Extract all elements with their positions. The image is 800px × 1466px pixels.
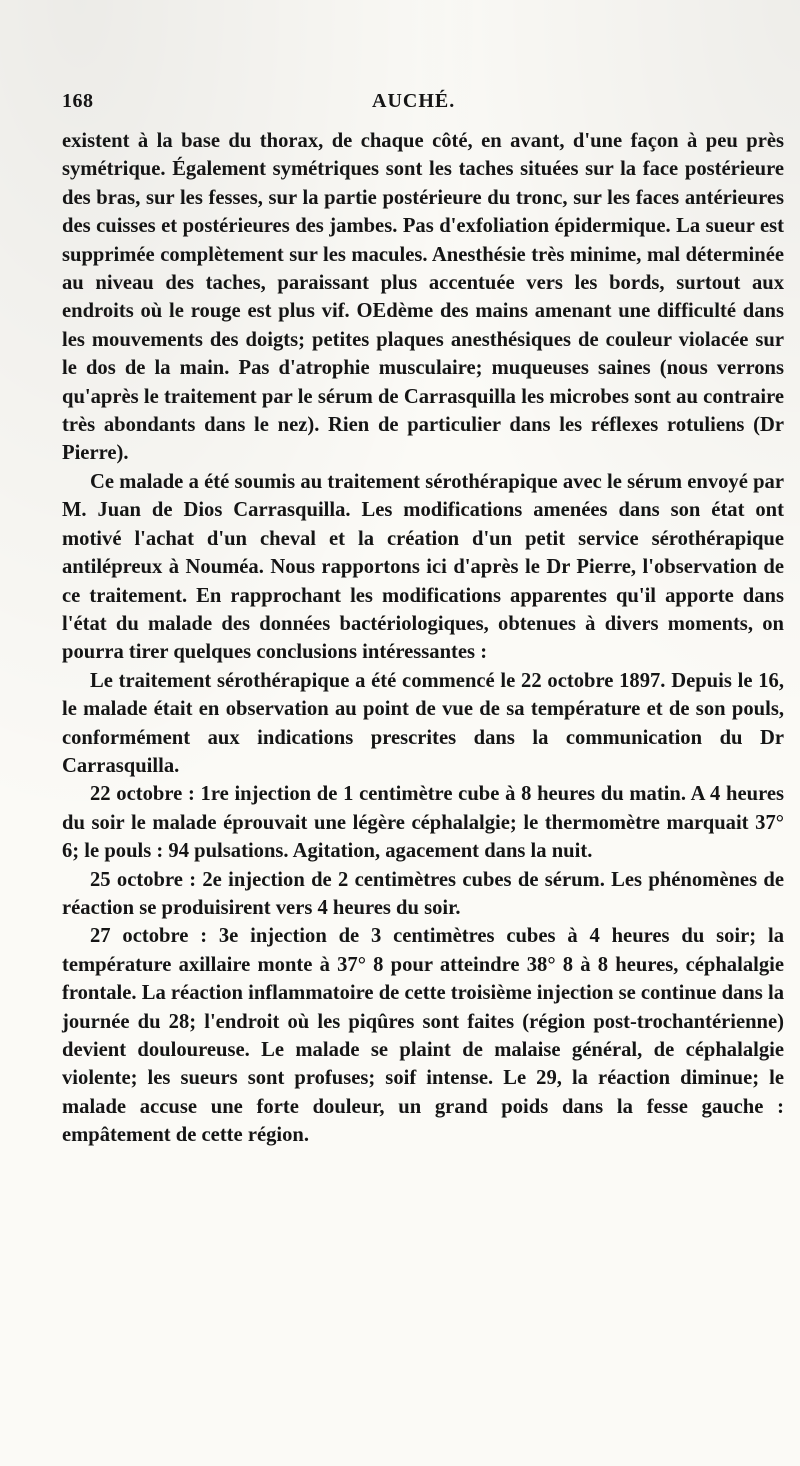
- running-title: AUCHÉ.: [372, 90, 456, 112]
- paragraph: Ce malade a été soumis au traitement sérothérapique avec le sérum envoyé par M. Juan de Dios Carrasquilla. Les modifications amenées dans son état ont motivé l'achat d'un cheval et la création d'un petit service sérothérapique antilépreux à Nouméa. Nous rapportons ici d'après le Dr Pierre, l'observation de ce traitement. En rapprochant les modifications apparentes qu'il apporte dans l'état du malade des données bactériologiques, obtenues à divers moments, on pourra tirer quelques conclusions intéressantes :: [62, 470, 784, 664]
- paragraph: 22 octobre : 1re injection de 1 centimètre cube à 8 heures du matin. A 4 heures du soir le malade éprouvait une légère céphalalgie; le thermomètre marquait 37° 6; le pouls : 94 pulsations. Agitation, agacement dans la nuit.: [62, 783, 784, 863]
- paragraph: 27 octobre : 3e injection de 3 centimètres cubes à 4 heures du soir; la température axillaire monte à 37° 8 pour atteindre 38° 8 à 8 heures, céphalalgie frontale. La réaction inflammatoire de cette troisième injection se continue dans la journée du 28; l'endroit où les piqûres sont faites (région post-trochantérienne) devient douloureuse. Le malade se plaint de malaise général, de céphalalgie violente; les sueurs sont profuses; soif intense. Le 29, la réaction diminue; le malade accuse une forte douleur, un grand poids dans la fesse gauche : empâtement de cette région.: [62, 925, 784, 1147]
- paragraph-continued: existent à la base du thorax, de chaque côté, en avant, d'une façon à peu près symétrique. Également symétriques sont les taches situées sur la face postérieure des bras, sur les fesses, sur la partie postérieure du tronc, sur les faces antérieures des cuisses et postérieures des jambes. Pas d'exfoliation épidermique. La sueur est supprimée complètement sur les macules. Anesthésie très minime, mal déterminée au niveau des taches, paraissant plus accentuée vers les bords, surtout aux endroits où le rouge est plus vif. OEdème des mains amenant une difficulté dans les mouvements des doigts; petites plaques anesthésiques de couleur violacée sur le dos de la main. Pas d'atrophie musculaire; muqueuses saines (nous verrons qu'après le traitement par le sérum de Carrasquilla les microbes sont au contraire très abondants dans le nez). Rien de particulier dans les réflexes rotuliens (Dr Pierre).: [62, 130, 784, 465]
- page-number: 168: [62, 90, 94, 112]
- paragraph: Le traitement sérothérapique a été commencé le 22 octobre 1897. Depuis le 16, le malade était en observation au point de vue de sa température et de son pouls, conformément aux indications prescrites dans la communication du Dr Carrasquilla.: [62, 669, 784, 777]
- running-head: [62, 90, 762, 118]
- body-text: [62, 127, 784, 1150]
- paragraph: 25 octobre : 2e injection de 2 centimètres cubes de sérum. Les phénomènes de réaction se produisirent vers 4 heures du soir.: [62, 868, 784, 919]
